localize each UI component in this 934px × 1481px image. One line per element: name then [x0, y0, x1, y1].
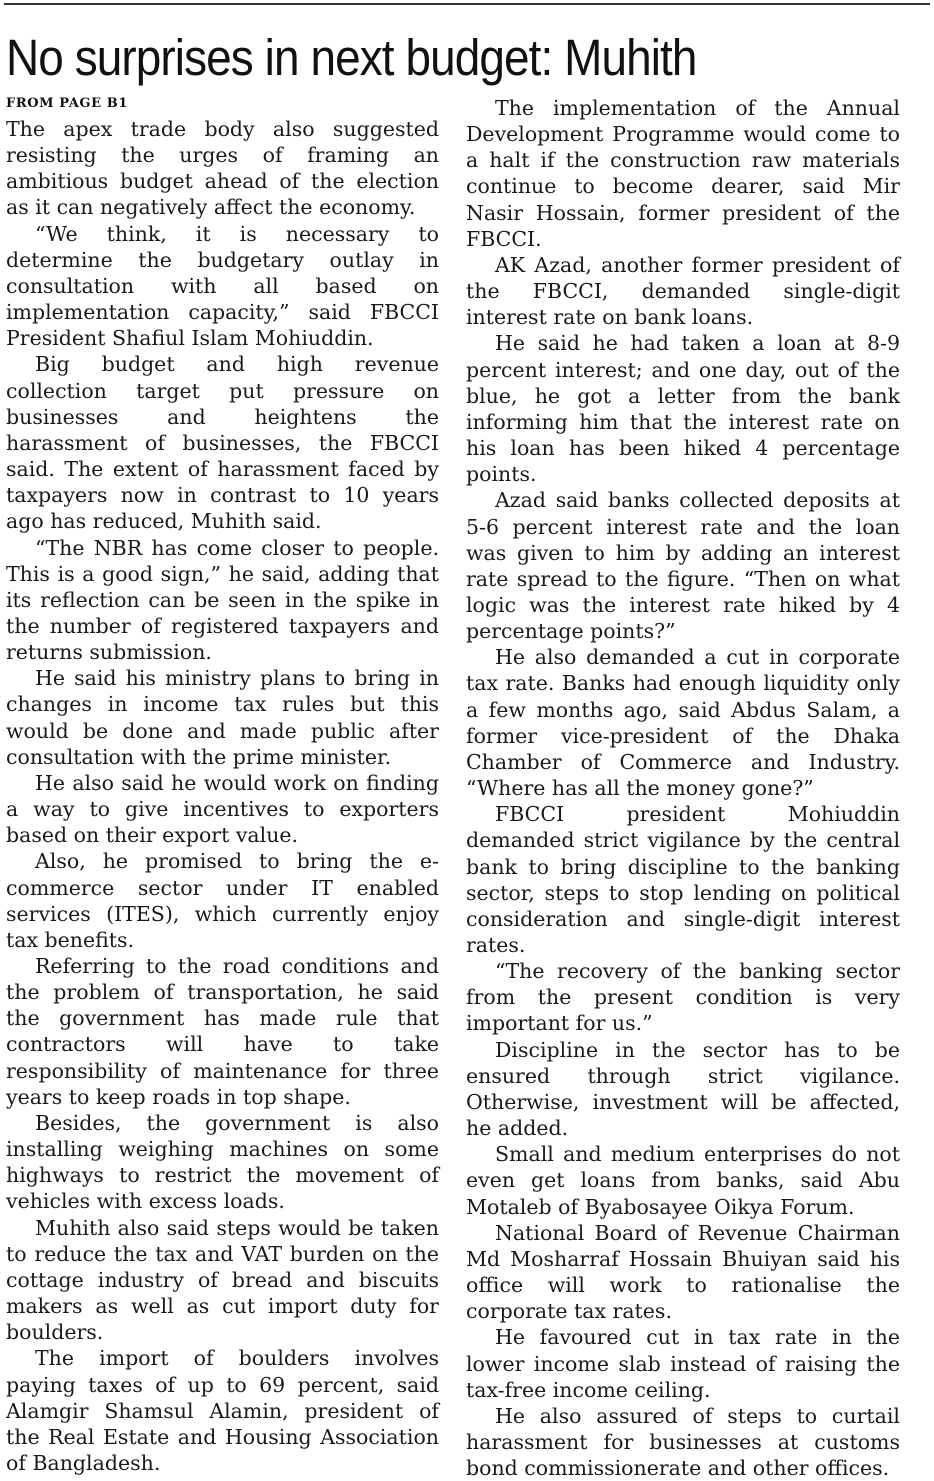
paragraph: “We think, it is necessary to determine the budgetary outlay in consultation with all based on implementation capacity,” said FBCCI President Shafiul Islam Mohiuddin. — [6, 221, 439, 351]
paragraph: The import of boulders involves paying taxes of up to 69 percent, said Alamgir Shamsul Alamin, president of the Real Estate and Housing Association of Bangladesh. — [6, 1346, 439, 1475]
paragraph: FBCCI president Mohiuddin demanded strict vigilance by the central bank to bring discipline to the banking sector, steps to stop lending on political consideration and single-digit interest rates. — [466, 802, 900, 957]
paragraph: Small and medium enterprises do not even get loans from banks, said Abu Motaleb of Byabosayee Oikya Forum. — [466, 1142, 900, 1219]
headline: No surprises in next budget: Muhith — [6, 29, 697, 86]
paragraph: Azad said banks collected deposits at 5-6 percent interest rate and the loan was given to him by adding an interest rate spread to the figure. “Then on what logic was the interest rate hiked by 4 percentage points?” — [466, 488, 900, 644]
paragraph: National Board of Revenue Chairman Md Mosharraf Hossain Bhuiyan said his office will work to rationalise the corporate tax rates. — [466, 1220, 900, 1324]
paragraph: He favoured cut in tax rate in the lower income slab instead of raising the tax-free income ceiling. — [466, 1325, 900, 1402]
paragraph: Discipline in the sector has to be ensured through strict vigilance. Otherwise, investment will be affected, he added. — [466, 1037, 900, 1141]
paragraph: The apex trade body also suggested resisting the urges of framing an ambitious budget ahead of the election as it can negatively affect the economy. — [6, 117, 439, 220]
paragraph: He also demanded a cut in corporate tax rate. Banks had enough liquidity only a few months ago, said Abdus Salam, a former vice-president of the Dhaka Chamber of Commerce and Industry. “Where has all the money gone?” — [466, 645, 900, 801]
left-column — [6, 95, 439, 1475]
paragraph: Besides, the government is also installing weighing machines on some highways to restrict the movement of vehicles with excess loads. — [6, 1110, 439, 1214]
paragraph: He said he had taken a loan at 8-9 percent interest; and one day, out of the blue, he got a letter from the bank informing him that the interest rate on his loan has been hiked 4 percentage points. — [466, 331, 900, 487]
paragraph: He also assured of steps to curtail harassment for businesses at customs bond commissionerate and other offices. — [466, 1403, 900, 1481]
top-rule — [4, 3, 930, 5]
paragraph: Big budget and high revenue collection target put pressure on businesses and heightens the harassment of businesses, the FBCCI said. The extent of harassment faced by taxpayers now in contrast to 10 years ago has reduced, Muhith said. — [6, 352, 439, 534]
paragraph: Muhith also said steps would be taken to reduce the tax and VAT burden on the cottage industry of bread and biscuits makers as well as cut import duty for boulders. — [6, 1215, 439, 1345]
right-column — [466, 95, 900, 1481]
paragraph: The implementation of the Annual Development Programme would come to a halt if the construction raw materials continue to become dearer, said Mir Nasir Hossain, former president of the FBCCI. — [466, 96, 900, 251]
paragraph: He said his ministry plans to bring in changes in income tax rules but this would be done and made public after consultation with the prime minister. — [6, 666, 439, 769]
paragraph: “The NBR has come closer to people. This is a good sign,” he said, adding that its reflection can be seen in the spike in the number of registered taxpayers and returns submission. — [6, 535, 439, 665]
paragraph: “The recovery of the banking sector from the present condition is very important for us.” — [466, 959, 900, 1036]
left-column-body — [6, 116, 439, 1476]
paragraph: He also said he would work on finding a way to give incentives to exporters based on their export value. — [6, 770, 439, 848]
kicker-from-page: FROM PAGE B1 — [6, 96, 128, 111]
paragraph: Referring to the road conditions and the problem of transportation, he said the government has made rule that contractors will have to take responsibility of maintenance for three years to keep roads in top shape. — [6, 954, 439, 1109]
paragraph: Also, he promised to bring the e-commerce sector under IT enabled services (ITES), which currently enjoy tax benefits. — [6, 849, 439, 952]
paragraph: AK Azad, another former president of the FBCCI, demanded single-digit interest rate on bank loans. — [466, 252, 900, 330]
